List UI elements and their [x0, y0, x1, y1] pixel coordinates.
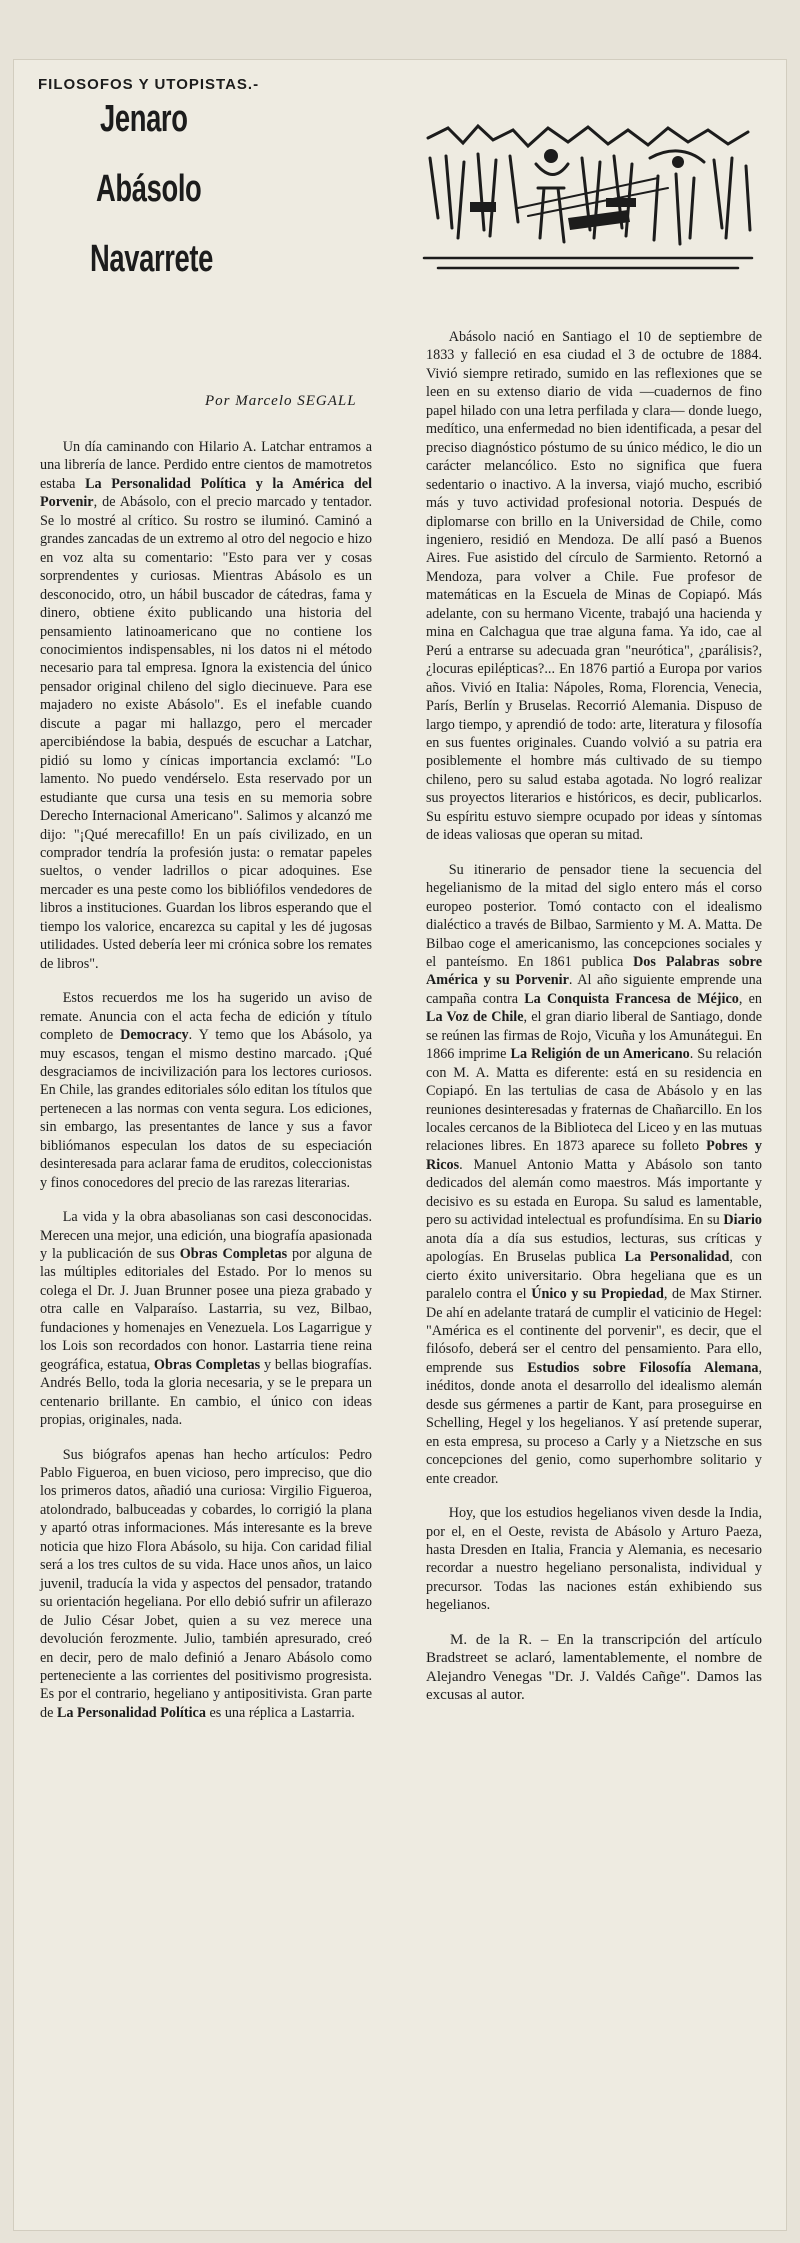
text-run: , con cierto éxito universitario. Obra hegeliana que es un paralelo contra el — [426, 1249, 762, 1303]
bold-title: Dos Palabras sobre América y su Porvenir — [426, 953, 762, 989]
section-label: FILOSOFOS Y UTOPISTAS.- — [38, 76, 260, 93]
text-run: Un día caminando con Hilario A. Latchar entramos a una librería de lance. Perdido entre cientos de mamotretos estaba — [40, 439, 372, 492]
paragraph — [40, 1446, 372, 1723]
title-line-1: Jenaro — [100, 98, 188, 140]
paragraph — [40, 438, 372, 973]
bold-title: La Religión de un Americano — [510, 1046, 690, 1063]
text-run: Su itinerario de pensador tiene la secuencia del hegelianismo de la mitad del siglo entero más el corso europeo posterior. Tomó contacto con el idealismo dialéctico a través de Bilbao, Sarmiento y M. A. Matta. De Bilbao coge el americanismo, las concepciones sociales y el panteísmo. En 1861 publica — [426, 861, 762, 970]
text-run: . Al año siguiente emprende una campaña contra — [426, 972, 762, 1007]
text-run: , inéditos, donde anota el desarrollo del idealismo alemán desde sus gérmenes a partir de Kant, para proseguirse en Schelling, Hegel y los hegelianos. Y así pretende superar, en esta empresa, su proceso a Carly y a Nietzsche en sus concepciones del genio, como superhombre solitario y ente creador. — [426, 1359, 762, 1487]
text-run: Estos recuerdos me los ha sugerido un aviso de remate. Anuncia con el acta fecha de edición y título completo de — [40, 990, 372, 1044]
text-run: . Manuel Antonio Matta y Abásolo son tanto dedicados del alemán como maestros. Más importante y decisivo es su estada en Europa. Su salud es lamentable, pero su actividad intelectual es profundísima. En su — [426, 1156, 762, 1229]
bold-title: Único y su Propiedad — [531, 1286, 664, 1303]
text-run: anota día a día sus estudios, lecturas, sus críticas y apologías. En Bruselas publica — [426, 1230, 762, 1266]
bold-title: Obras Completas — [153, 1356, 261, 1373]
text-run: y bellas biografías. Andrés Bello, toda la gloria necesaria, y se le prepara un centenario brillante. En cambio, el único con ideas propias, originales, nada. — [40, 1356, 372, 1429]
bold-title: La Personalidad Política — [56, 1704, 206, 1721]
text-run: por alguna de las múltiples editoriales del Estado. Por lo menos su colega el Dr. J. Juan Brunner posee una pieza grabado y otra calle en Valparaíso. Lastarria, su vez, Bilbao, fundaciones y homenajes en Venezuela. Los Lagarrigue y los Lois son recordados con honor. Lastarria tiene reina geográfica, estatua, — [40, 1246, 373, 1373]
text-run: , el gran diario liberal de Santiago, donde se reúnen las firmas de Rojo, Vicuña y los Amunátegui. En 1866 imprime — [426, 1009, 763, 1063]
right-column — [426, 328, 762, 1721]
byline: Por Marcelo SEGALL — [205, 393, 357, 409]
bold-title: Democracy — [120, 1027, 189, 1044]
bold-title: La Personalidad Política y la América del Porvenir — [40, 475, 373, 511]
text-run: Abásolo nació en Santiago el 10 de septiembre de 1833 y falleció en esa ciudad el 3 de octubre de 1884. Vivió siempre retirado, sumido en las reflexiones que se leen en su extenso diario de vida —cuadernos de fino papel hilado con una letra perfilada y clara— donde luego, medítico, una enfermedad no bien identificada, a pesar del preciso diagnóstico póstumo de su único médico, le dio un carácter melancólico. Esto no significa que fuera sedentario o inactivo. A la inversa, viajó mucho, escribió más y tuvo actividad profesional notoria. Después de diplomarse con brillo en la Universidad de Chile, como ingeniero, residió en Mendoza. De allí pasó a Buenos Aires. Fue asistido del círculo de Sarmiento. Retornó a Mendoza, para volver a Chile. Fue profesor de matemáticas en la Escuela de Minas de Copiapó. Más adelante, con su hermano Vicente, trabajó una hacienda y mina en Calchagua que trae alguna fama. Ya ido, cae al Perú a entrarse su adecuada gran "neurótica", ¿parálisis?, ¿locuras epilépticas?... En 1876 partió a Europa por varios años. Vivió en Italia: Nápoles, Roma, Florencia, Venecia, París, Berlín y Bruselas. Recorrió Alemania. Dispuso de largo tiempo, y aprendió de todo: arte, literatura y filosofía en sus fuentes originales. Cuando volvió a su patria era posiblemente el hombre más cultivado de su tiempo chileno, pero su salud estaba agotada. No logró realizar sus proyectos literarios e históricos, es decir, publicarlos. Su espíritu estuvo siempre ocupado por ideas y síntomas de ideas valiosas que operan su mitad. — [426, 329, 762, 844]
text-run: . Y temo que los Abásolo, ya muy escasos, tengan el mismo destino marcado. ¡Qué desgraciamos de incivilización para los lectores curiosos. En Chile, las grandes editoriales sólo editan los títulos que pertenecen a las normas con venta segura. Los ediciones, sin embargo, las presentantes de lance y sus a favor bibliómanos especulan los datos de su especiación desinteresada para aclarar fama de eruditos, coleccionistas y finos conocedores del precio de las rarezas literarias. — [40, 1027, 372, 1191]
text-run: , de Abásolo, con el precio marcado y tentador. Se lo mostré al crítico. Su rostro se iluminó. Caminó a grandes zancadas de un extremo al otro del negocio e hizo en voz alta su comentario: "Esto para ver y cosas sorprendentes y curiosas. Mientras Abásolo es un desconocido, otro, un hábil buscador de cátedras, fama y dinero, obtiene éxito publicando una historia del pensamiento latinoamericano que no contiene los conocimientos indispensables, ni los datos ni el método necesario para tal empresa. Ignora la existencia del único pensador original chileno del siglo diecinueve. Para ese majadero no existe Abásolo". Es el inefable cuando discute a pagar mi hallazgo, pero el mercader apercibiéndose la babia, después de escuchar a Latchar, pidió su lomo y cínicas importancia exclamó: "Lo lamento. No puedo vendérselo. Esta reservado por un estudiante que cursa una tesis en su memoria sobre Derecho Internacional Americano". Salimos y alcanzó me dijo: "¡Qué merecafillo! En un país civilizado, en un comprador tendría la profesión justa: o rematar papeles sueltos, o vender ladrillos o picar adoquines. Ese mercader es una peste como los bibliófilos vendedores de libros a instituciones. Guardan los libros esperando que el tiempo los valorice, encarezca su capital y les dé jugosas utilidades. Usted debería leer mi crónica sobre los remates de libros". — [40, 494, 372, 972]
text-run: , en — [738, 990, 762, 1007]
text-run: . Su relación con M. A. Matta es diferente: está en su residencia en Copiapó. En las tertulias de casa de Abásolo y en las reuniones desinteresadas y fraternas de Chañarcillo. En los locales cercanos de la Biblioteca del Liceo y en las mutuas relaciones libres. En 1873 aparece su folleto — [426, 1046, 762, 1155]
text-run: Hoy, que los estudios hegelianos viven desde la India, por el, en el Oeste, revista de Abásolo y Arturo Paeza, hasta Dresden en Italia, Francia y Alemania, es necesario recordar a nuestro hegeliano personalista, individual y precursor. Todas las naciones están exhibiendo sus hegelianos. — [426, 1505, 762, 1614]
text-run: es una réplica a Lastarria. — [205, 1704, 355, 1721]
text-run: Sus biógrafos apenas han hecho artículos: Pedro Pablo Figueroa, en buen vicioso, pero impreciso, que dio los primeros datos, añadió una curiosa: Virgilio Figueroa, atolondrado, balbuceadas y cobardes, lo corrigió la plana y apartó otras informaciones. Más interesante es la breve noticia que hizo Flora Abásolo, su hija. Con caridad filial será a los tres cultos de su vida. Hace unos años, un laico juvenil, traducía la vida y aspectos del pensador, tratando su orientación hegeliana. Por ello debió sufrir un afilerazo de Julio César Jobet, quien a su vez merece una devolución ferozmente. Julio, también apresurado, creó en decir, pero de malo definió a Jenaro Abásolo como perteneciente a las corrientes del positivismo progresista. Es por el contrario, hegeliano y antipositivista. Gran parte de — [40, 1446, 372, 1721]
text-run: , de Max Stirner. De ahí en adelante tratará de cumplir el vaticinio de Hegel: "América es el continente del porvenir", es decir, que el filósofo, deberá ser el centro del pensamiento. Para ello, emprende sus — [426, 1286, 763, 1376]
paragraph — [40, 1208, 372, 1429]
title-line-3: Navarrete — [90, 238, 214, 280]
paragraph — [426, 328, 762, 845]
bold-title: La Personalidad — [624, 1249, 730, 1266]
right-column-body — [426, 328, 762, 1615]
bold-title: Diario — [723, 1212, 762, 1229]
bold-title: La Conquista Francesa de Méjico — [524, 990, 739, 1007]
press-crowd-illustration-icon — [418, 118, 758, 278]
title-line-2: Abásolo — [96, 168, 202, 210]
bold-title: Pobres y Ricos — [426, 1138, 762, 1173]
text-run: La vida y la obra abasolianas son casi desconocidas. Merecen una mejor, una edición, una biografía apasionada y la publicación de sus — [40, 1209, 372, 1263]
bold-title: La Voz de Chile — [426, 1009, 524, 1026]
editor-note: M. de la R. – En la transcripción del artículo Bradstreet se aclaró, lamentablemente, el nombre de Alejandro Venegas "Dr. J. Valdés Cañge". Damos las excusas al autor. — [426, 1631, 762, 1704]
bold-title: Estudios sobre Filosofía Alemana — [527, 1359, 759, 1376]
bold-title: Obras Completas — [179, 1246, 288, 1263]
paragraph — [40, 989, 372, 1192]
paragraph — [426, 1504, 762, 1615]
paragraph — [426, 861, 762, 1488]
left-column — [40, 438, 372, 1738]
